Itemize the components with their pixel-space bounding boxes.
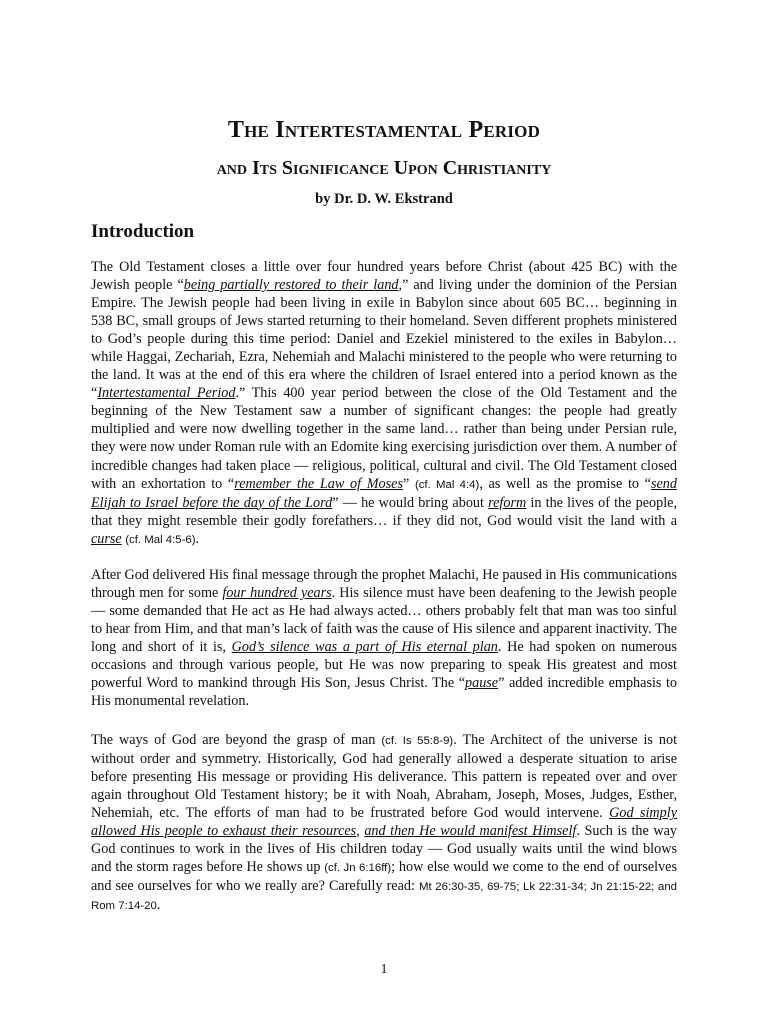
text-run: . His silence must have been deafening to the Jewish people — some demanded that He act as He had always acted… others probably felt that man was too sinful to hear from Him, and that man’s lack of faith was the cause of His silence and apparent inactivity. The long and short of it is, — [91, 585, 677, 656]
text-run: . — [195, 530, 200, 547]
scripture-reference: (cf. Mal 4:4) — [414, 478, 480, 491]
emphasized-phrase: send Elijah to Israel before the day of the Lord — [91, 475, 677, 511]
text-run: in the lives of the people, that they might resemble their godly forefathers… if they did not, God would visit the land with a — [91, 494, 677, 529]
emphasized-phrase: reform — [488, 494, 527, 511]
text-run: ,” and living under the dominion of the Persian Empire. The Jewish people had been living in exile in Babylon since about 605 BC… beginning in 538 BC, small groups of Jews started returning to their homeland. Seven different prophets ministered to God’s people during this time period: Daniel and Ezekiel ministered to the exiles in Babylon… while Haggai, Zechariah, Ezra, Nehemiah and Malachi ministered to the people who were returning to the land. It was at the end of this era where the children of Israel entered into a period known as the “ — [91, 277, 677, 402]
text-run: , — [356, 823, 365, 840]
emphasized-phrase: Intertestamental Period — [97, 385, 236, 402]
paragraph-1 — [91, 258, 677, 549]
text-run: . The Architect of the universe is not without order and symmetry. Historically, God had generally allowed a desperate situation to arise before presenting His message or providing His deliverance. This pattern is repeated over and over again throughout Old Testament history; be it with Noah, Abraham, Joseph, Moses, Judges, Esther, Nehemiah, etc. The efforts of man had to be frustrated before God would intervene. — [91, 732, 678, 822]
emphasized-phrase: four hundred years — [222, 585, 332, 602]
author-byline: by Dr. D. W. Ekstrand — [315, 191, 453, 207]
text-run: .” This 400 year period between the close of the Old Testament and the beginning of the New Testament saw a number of significant changes: the people had greatly multiplied and were now dwelling together in the same land… rather than being under Persian rule, they were now under Roman rule with an Edomite king exercising jurisdiction over them. A number of incredible changes had taken place — religious, political, cultural and civil. The Old Testament closed with an exhortation to “ — [91, 385, 677, 492]
text-run: ” added incredible emphasis to His monumental revelation. — [91, 675, 678, 710]
emphasized-phrase: God simply allowed His people to exhaust their resources — [91, 805, 677, 840]
scripture-reference: Mt 26:30-35, 69-75; Lk 22:31-34; Jn 21:15-22; and Rom 7:14-20 — [91, 881, 677, 913]
text-run: ; how else would we come to the end of ourselves and see ourselves for who we really are? Carefully read: — [91, 859, 677, 895]
document-subtitle: and Its Significance Upon Christianity — [216, 157, 552, 179]
paragraph-3 — [91, 731, 677, 915]
emphasized-phrase: pause — [465, 675, 499, 692]
text-run: The ways of God are beyond the grasp of man — [91, 732, 382, 748]
scripture-reference: (cf. Is 55:8-9) — [381, 735, 454, 747]
text-run: . — [156, 897, 161, 914]
text-run: . He had spoken on numerous occasions and through various people, but He was now preparing to speak His greatest and most powerful Word to mankind through His Son, Jesus Christ. The “ — [91, 639, 677, 692]
section-heading: Introduction — [91, 221, 195, 242]
text-run: ” — he would bring about — [332, 494, 489, 511]
emphasized-phrase: curse — [91, 530, 122, 547]
document-title: The Intertestamental Period — [227, 117, 541, 143]
text-run: After God delivered His final message through the prophet Malachi, He paused in His communications through men for some — [91, 567, 677, 602]
text-run: , as well as the promise to “ — [479, 475, 651, 492]
emphasized-phrase: being partially restored to their land — [183, 277, 399, 294]
page-number: 1 — [380, 962, 388, 977]
text-run: ” — [402, 475, 415, 492]
scripture-reference: (cf. Jn 6:16ff) — [324, 862, 392, 875]
paragraph-2 — [91, 566, 677, 710]
text-run: The Old Testament closes a little over four hundred years before Christ (about 425 BC) with the Jewish people “ — [91, 259, 677, 294]
emphasized-phrase: God’s silence was a part of His eternal plan — [231, 639, 498, 656]
scripture-reference: (cf. Mal 4:5-6) — [125, 533, 196, 546]
emphasized-phrase: and then He would manifest Himself — [364, 823, 577, 840]
emphasized-phrase: remember the Law of Moses — [234, 475, 403, 492]
text-run: . Such is the way God continues to work in the lives of His children today — God usually waits until the wind blows and the storm rages before He shows up — [91, 823, 677, 876]
